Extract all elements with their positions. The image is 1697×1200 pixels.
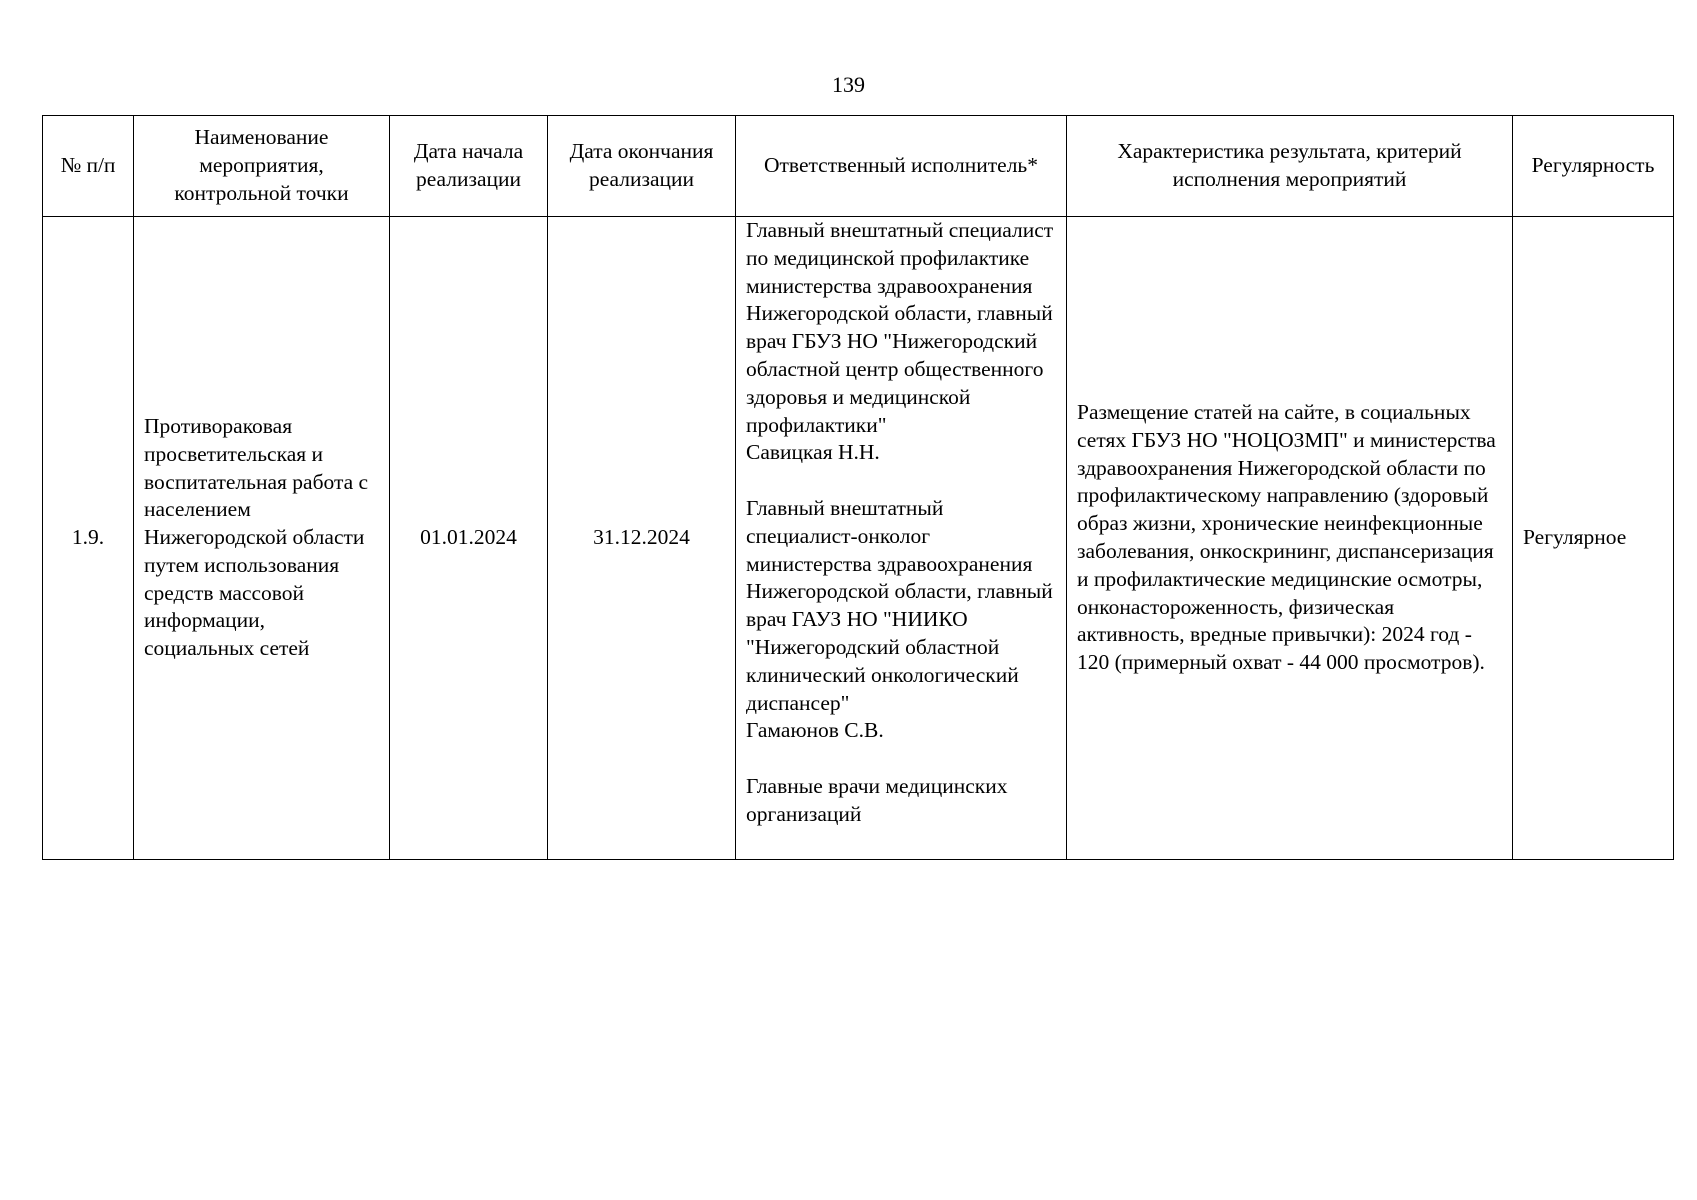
header-regularity: Регулярность [1513,116,1674,217]
responsible-entry: Главный внештатный специалист по медицинской профилактике министерства здравоохранения Нижегородской области, главный врач ГБУЗ НО "Нижегородский областной центр общественного здоровья и медицинской профилактики" Савицкая Н.Н. [746,218,1054,465]
table-row [43,217,1674,860]
cell-name: Противораковая просветительская и воспитательная работа с населением Нижегородской области путем использования средств массовой информации, социальных сетей [134,217,390,860]
action-plan-table [42,115,1674,860]
cell-result: Размещение статей на сайте, в социальных сетях ГБУЗ НО "НОЦОЗМП" и министерства здравоохранения Нижегородской области по профилактическому направлению (здоровый образ жизни, хронические неинфекционные заболевания, онкоскрининг, диспансеризация и профилактические медицинские осмотры, онконастороженность, физическая активность, вредные привычки): 2024 год - 120 (примерный охват - 44 000 просмотров). [1067,217,1513,860]
responsible-entry: Главный внештатный специалист-онколог министерства здравоохранения Нижегородской области, главный врач ГАУЗ НО "НИИКО "Нижегородский областной клинический онкологический диспансер" Гамаюнов С.В. [746,495,1053,743]
page-number: 139 [832,72,865,97]
cell-regularity: Регулярное [1513,217,1674,860]
header-name: Наименование мероприятия, контрольной точки [134,116,390,217]
cell-start-date: 01.01.2024 [390,217,548,860]
cell-end-date: 31.12.2024 [548,217,736,860]
header-responsible: Ответственный исполнитель* [736,116,1067,217]
table-header-row [43,116,1674,217]
header-result: Характеристика результата, критерий исполнения мероприятий [1067,116,1513,217]
header-end-date: Дата окончания реализации [548,116,736,217]
spacer [746,467,1056,495]
spacer [746,745,1056,773]
cell-responsible [736,217,1067,860]
responsible-entry: Главные врачи медицинских организаций [746,773,1008,826]
header-start-date: Дата начала реализации [390,116,548,217]
header-number: № п/п [43,116,134,217]
cell-number: 1.9. [43,217,134,860]
